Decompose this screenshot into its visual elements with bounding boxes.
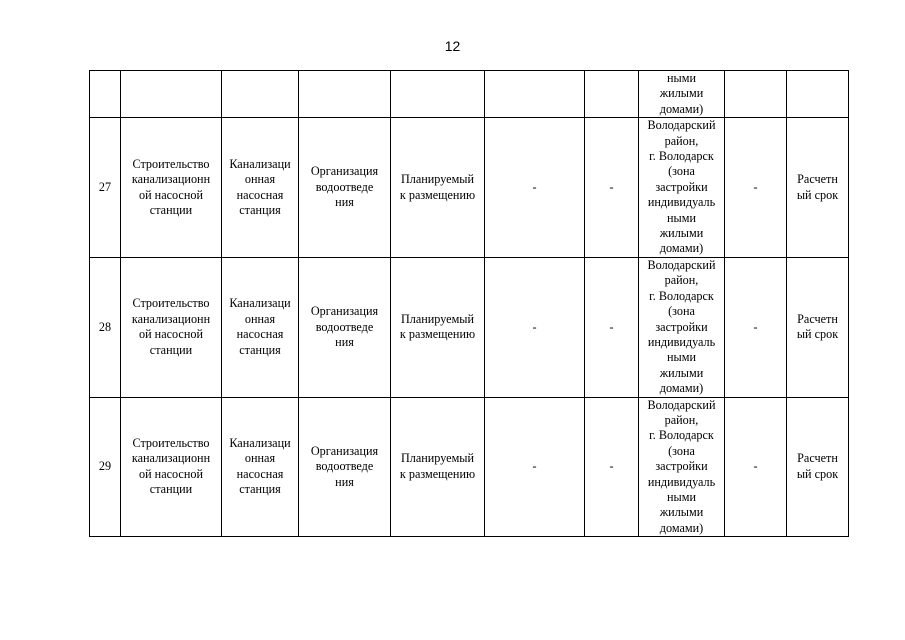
cell-col5: - — [485, 257, 585, 397]
cell-purpose-line: водоотведе — [315, 319, 374, 334]
cell-purpose — [299, 257, 391, 397]
cell-location-line: жилыми — [659, 365, 704, 380]
cell-location-line: домами) — [659, 381, 704, 396]
cell-status-line: Планируемый — [400, 172, 475, 187]
cell-type-line: насосная — [236, 327, 284, 342]
cell-col8: - — [725, 257, 787, 397]
cell-term — [787, 257, 849, 397]
cell-type — [222, 71, 299, 118]
cell-location-line: домами) — [659, 241, 704, 256]
cell-term-line: Расчетн — [797, 311, 838, 326]
cell-type-line: Канализаци — [229, 296, 291, 311]
cell-purpose-line: ния — [335, 474, 354, 489]
cell-location-line: застройки — [655, 179, 708, 194]
cell-status-line: к размещению — [399, 327, 476, 342]
cell-location-line: жилыми — [659, 505, 704, 520]
cell-term — [787, 397, 849, 537]
cell-location-line: индивидуаль — [647, 195, 716, 210]
cell-location-line: ными — [667, 210, 696, 225]
cell-name — [121, 257, 222, 397]
cell-type-line: насосная — [236, 466, 284, 481]
cell-num: 27 — [90, 118, 121, 258]
cell-col6 — [585, 71, 639, 118]
cell-type-line: станция — [239, 342, 281, 357]
cell-location — [639, 397, 725, 537]
cell-num: 28 — [90, 257, 121, 397]
cell-name-line: канализационн — [131, 451, 211, 466]
cell-col5 — [485, 71, 585, 118]
cell-term-line: Расчетн — [797, 172, 838, 187]
cell-location-line: застройки — [655, 459, 708, 474]
cell-col5: - — [485, 397, 585, 537]
cell-location-line: застройки — [655, 319, 708, 334]
cell-location-line: район, — [664, 273, 699, 288]
cell-name-line: ой насосной — [139, 187, 203, 202]
cell-location-line: район, — [664, 412, 699, 427]
cell-location — [639, 118, 725, 258]
cell-col5: - — [485, 118, 585, 258]
cell-status-line: Планируемый — [400, 451, 475, 466]
cell-purpose — [299, 118, 391, 258]
cell-name-line: канализационн — [131, 172, 211, 187]
cell-type-line: Канализаци — [229, 156, 291, 171]
table-row — [90, 397, 849, 537]
cell-name — [121, 71, 222, 118]
cell-type — [222, 397, 299, 537]
cell-location — [639, 257, 725, 397]
cell-num: 29 — [90, 397, 121, 537]
cell-term — [787, 71, 849, 118]
cell-purpose-line: водоотведе — [315, 459, 374, 474]
cell-status-line: Планируемый — [400, 311, 475, 326]
page-number: 12 — [444, 38, 461, 54]
cell-name-line: канализационн — [131, 311, 211, 326]
cell-purpose-line: Организация — [310, 164, 379, 179]
cell-type-line: онная — [244, 172, 276, 187]
cell-location-line: район, — [664, 133, 699, 148]
cell-status — [391, 257, 485, 397]
cell-location-line: домами) — [659, 520, 704, 535]
cell-location — [639, 71, 725, 118]
cell-location-line: г. Володарск — [649, 288, 714, 303]
cell-term-line: Расчетн — [797, 451, 838, 466]
cell-location-line: ными — [667, 489, 696, 504]
cell-purpose-line: ния — [335, 334, 354, 349]
cell-location-line: Володарский — [647, 257, 716, 272]
cell-location-line: г. Володарск — [649, 428, 714, 443]
cell-location-line: г. Володарск — [649, 149, 714, 164]
cell-status — [391, 118, 485, 258]
cell-purpose-line: водоотведе — [315, 179, 374, 194]
cell-name-line: ой насосной — [139, 466, 203, 481]
cell-location-line: (зона — [668, 304, 695, 319]
continuation-row — [90, 71, 849, 118]
cell-type — [222, 118, 299, 258]
cell-name-line: Строительство — [132, 156, 210, 171]
cell-name-line: Строительство — [132, 296, 210, 311]
cell-location-line: индивидуаль — [647, 334, 716, 349]
location-line: жилыми — [659, 86, 704, 101]
cell-name-line: Строительство — [132, 436, 210, 451]
cell-col8 — [725, 71, 787, 118]
cell-name-line: ой насосной — [139, 327, 203, 342]
cell-term — [787, 118, 849, 258]
cell-location-line: жилыми — [659, 226, 704, 241]
cell-name-line: станции — [149, 342, 193, 357]
cell-name — [121, 397, 222, 537]
cell-term-line: ый срок — [796, 327, 839, 342]
cell-type-line: онная — [244, 451, 276, 466]
cell-name-line: станции — [149, 482, 193, 497]
cell-name-line: станции — [149, 202, 193, 217]
cell-status-line: к размещению — [399, 187, 476, 202]
cell-purpose — [299, 71, 391, 118]
cell-type-line: станция — [239, 202, 281, 217]
location-line: ными — [667, 71, 696, 85]
cell-status — [391, 397, 485, 537]
table-row — [90, 118, 849, 258]
cell-location-line: ными — [667, 350, 696, 365]
cell-location-line: Володарский — [647, 118, 716, 133]
cell-term-line: ый срок — [796, 466, 839, 481]
cell-purpose — [299, 397, 391, 537]
cell-name — [121, 118, 222, 258]
cell-col8: - — [725, 397, 787, 537]
cell-col6: - — [585, 257, 639, 397]
table-row — [90, 257, 849, 397]
cell-col8: - — [725, 118, 787, 258]
cell-type-line: Канализаци — [229, 436, 291, 451]
cell-col6: - — [585, 118, 639, 258]
cell-location-line: (зона — [668, 164, 695, 179]
location-line: домами) — [659, 101, 704, 116]
cell-num — [90, 71, 121, 118]
cell-status-line: к размещению — [399, 466, 476, 481]
objects-table — [89, 70, 849, 537]
cell-location-line: индивидуаль — [647, 474, 716, 489]
cell-type — [222, 257, 299, 397]
cell-status — [391, 71, 485, 118]
cell-location-line: Володарский — [647, 397, 716, 412]
cell-location-line: (зона — [668, 443, 695, 458]
cell-purpose-line: ния — [335, 195, 354, 210]
cell-type-line: станция — [239, 482, 281, 497]
cell-type-line: онная — [244, 311, 276, 326]
cell-type-line: насосная — [236, 187, 284, 202]
cell-purpose-line: Организация — [310, 443, 379, 458]
cell-purpose-line: Организация — [310, 304, 379, 319]
cell-term-line: ый срок — [796, 187, 839, 202]
cell-col6: - — [585, 397, 639, 537]
